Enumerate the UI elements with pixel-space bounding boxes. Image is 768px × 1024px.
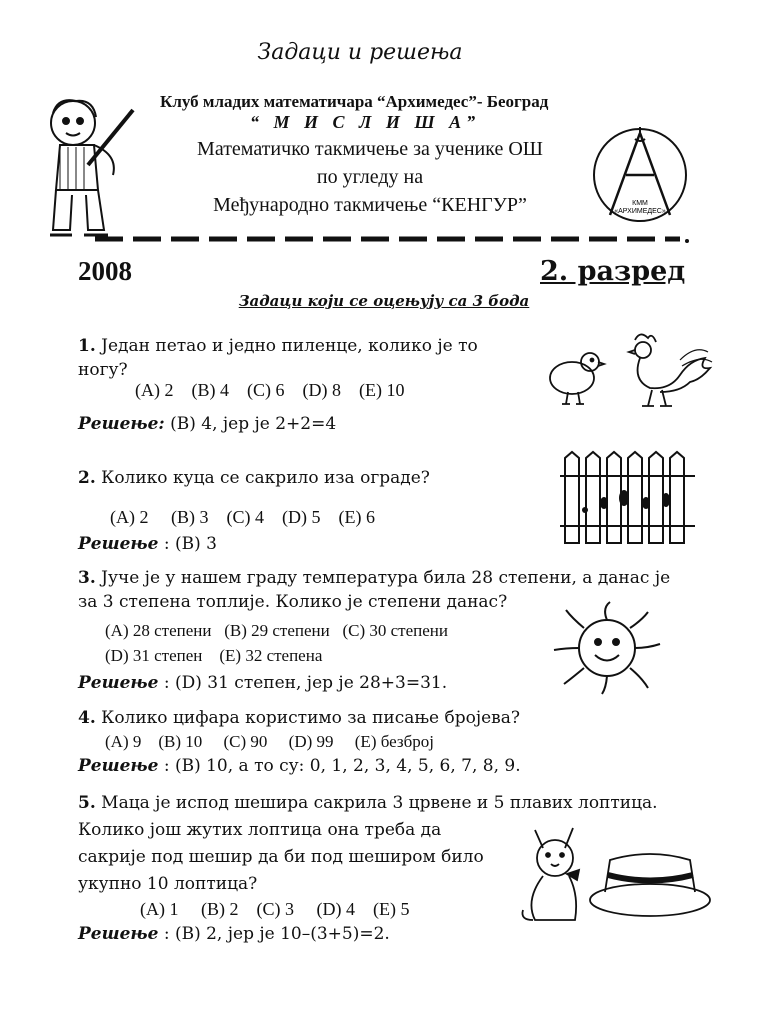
problem-2-answers: (А) 2 (B) 3 (C) 4 (D) 5 (E) 6 — [110, 507, 375, 527]
club-name: Клуб младих математичара “Архимедес”- Београд — [160, 92, 549, 111]
header-line-1: Математичко такмичење за ученике ОШ — [197, 138, 543, 160]
problem-number: 2. — [78, 468, 96, 488]
problem-4 — [78, 706, 598, 730]
problem-text: Колико цифара користимо за писање бројева? — [101, 708, 520, 728]
problem-text: за 3 степена топлије. Колико је степени данас? — [78, 592, 508, 612]
problem-1-solution — [78, 414, 336, 434]
header-line-3: Међународно такмичење “КЕНГУР” — [213, 194, 527, 216]
problem-4-solution — [78, 756, 521, 776]
boy-mascot-illustration — [38, 95, 138, 250]
solution-text: : (B) 10, а то су: 0, 1, 2, 3, 4, 5, 6, 7, 8, 9. — [163, 756, 521, 776]
problem-text: укупно 10 лоптица? — [78, 874, 258, 894]
competition-name: “ М И С Л И Ш А” — [250, 112, 481, 132]
solution-text: : (B) 2, јер је 10–(3+5)=2. — [163, 924, 390, 944]
problem-5-answers: (А) 1 (B) 2 (C) 3 (D) 4 (E) 5 — [140, 899, 410, 919]
logo-text-1: КММ — [632, 200, 648, 207]
solution-label: Решење — [78, 534, 159, 554]
solution-text: : (D) 31 степен, јер је 28+3=31. — [163, 673, 448, 693]
smiling-sun-illustration — [550, 600, 665, 695]
logo-text-2: «АРХИМЕДЕС» — [614, 208, 666, 215]
problem-number: 3. — [78, 568, 96, 588]
problem-text: сакрије под шешир да би под шеширом било — [78, 847, 484, 867]
solution-text: : (B) 3 — [163, 534, 217, 554]
problem-1-answers: (А) 2 (B) 4 (C) 6 (D) 8 (E) 10 — [135, 380, 405, 400]
solution-text: (B) 4, јер је 2+2=4 — [170, 414, 337, 434]
problem-4-answers: (А) 9 (B) 10 (C) 90 (D) 99 (E) безброј — [105, 732, 434, 751]
problem-text: Колико куца се сакрило иза ограде? — [101, 468, 430, 488]
problem-2-solution — [78, 534, 217, 554]
header-divider — [95, 232, 690, 246]
chick-and-rooster-illustration — [540, 330, 715, 410]
problem-3-answers-row-2: (D) 31 степен (E) 32 степена — [105, 646, 323, 665]
solution-label: Решење — [78, 924, 159, 944]
problem-text: Један петао и једно пиленце, колико је то — [101, 336, 478, 356]
archimedes-logo — [590, 125, 690, 225]
problem-1 — [78, 334, 498, 382]
cat-and-hat-illustration — [515, 820, 715, 925]
problem-text: Маца је испод шешира сакрила 3 црвене и 5 плавих лоптица. — [101, 793, 658, 813]
problem-text: Јуче је у нашем граду температура била 28 степени, а данас је — [101, 568, 671, 588]
solution-label: Решење — [78, 756, 159, 776]
problem-number: 1. — [78, 336, 96, 356]
grade: 2. разред — [540, 256, 686, 287]
section-title: Задаци који се оцењују са 3 бода — [238, 292, 530, 310]
header-line-2: по угледу на — [316, 166, 424, 188]
problem-3-solution — [78, 673, 447, 693]
problem-number: 4. — [78, 708, 96, 728]
problem-5-solution — [78, 924, 390, 944]
solution-label: Решење — [78, 673, 159, 693]
problem-number: 5. — [78, 793, 96, 813]
document-title: Задаци и решења — [257, 40, 463, 65]
problem-3-answers-row-1: (А) 28 степени (B) 29 степени (C) 30 степени — [105, 621, 448, 640]
fence-with-puppies-illustration — [560, 448, 700, 548]
problem-text: Колико још жутих лоптица она треба да — [78, 820, 442, 840]
year: 2008 — [78, 256, 132, 286]
solution-label: Решење: — [78, 414, 165, 434]
problem-2 — [78, 466, 548, 490]
problem-text: ногу? — [78, 360, 128, 380]
